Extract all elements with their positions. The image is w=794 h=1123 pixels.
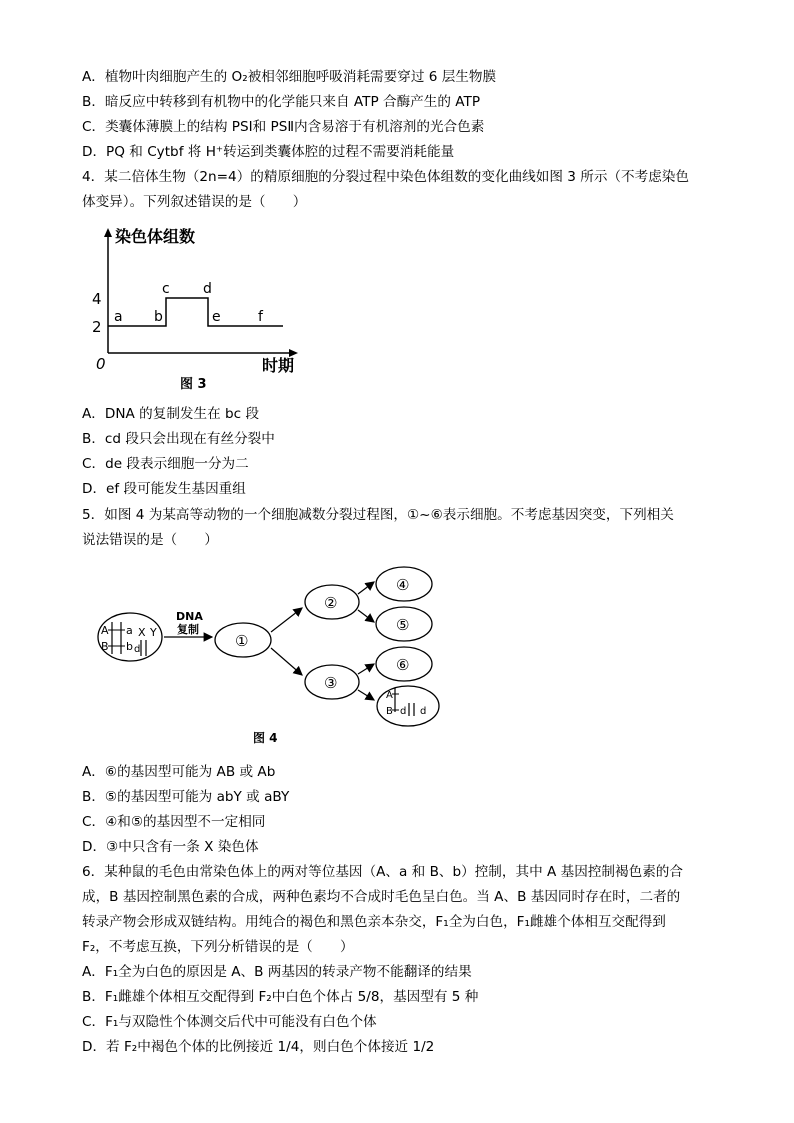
fig3-y-axis-label: 染色体组数 bbox=[115, 227, 196, 246]
fig4-arrow-2-4 bbox=[358, 582, 374, 594]
q6-option-a: A．F₁全为白色的原因是 A、B 两基因的转录产物不能翻译的结果 bbox=[82, 964, 472, 980]
figure-3 bbox=[88, 222, 318, 394]
fig4-arrow-3-last bbox=[358, 690, 374, 700]
fig3-point-e: e bbox=[212, 309, 221, 325]
q5-option-a: A．⑥的基因型可能为 AB 或 Ab bbox=[82, 764, 276, 780]
fig4-cell-2-label: ② bbox=[324, 594, 338, 612]
fig3-origin-label: 0 bbox=[96, 355, 106, 373]
fig4-daughter-gene-B: B bbox=[386, 706, 393, 717]
fig4-arrow-3-6 bbox=[358, 664, 374, 674]
fig4-arrow-1-3 bbox=[271, 648, 302, 675]
fig4-cell-6-label: ⑥ bbox=[396, 656, 410, 674]
figure-4 bbox=[90, 560, 450, 752]
fig4-daughter-gene-d1: d bbox=[400, 706, 407, 717]
q3-option-a: A．植物叶肉细胞产生的 O₂被相邻细胞呼吸消耗需要穿过 6 层生物膜 bbox=[82, 69, 497, 85]
fig4-arrow-2-5 bbox=[358, 610, 374, 622]
q4-option-c: C．de 段表示细胞一分为二 bbox=[82, 456, 249, 472]
fig3-point-c: c bbox=[162, 281, 170, 297]
fig4-gene-b: b bbox=[126, 640, 133, 653]
q4-option-d: D．ef 段可能发生基因重组 bbox=[82, 481, 246, 497]
q3-option-b: B．暗反应中转移到有机物中的化学能只来自 ATP 合酶产生的 ATP bbox=[82, 94, 481, 110]
fig3-ytick-4: 4 bbox=[92, 290, 102, 308]
q6-stem-line4: F₂，不考虑互换，下列分析错误的是（ ） bbox=[82, 939, 354, 955]
fig4-cell-1-label: ① bbox=[235, 632, 249, 650]
fig4-gene-a: a bbox=[126, 624, 133, 637]
fig4-arrow-1-2 bbox=[271, 608, 302, 632]
fig4-caption: 图 4 bbox=[253, 731, 278, 745]
fig3-x-axis-label: 时期 bbox=[262, 356, 295, 375]
q5-option-b: B．⑤的基因型可能为 abY 或 aBY bbox=[82, 789, 290, 805]
q6-stem-line1: 6．某种鼠的毛色由常染色体上的两对等位基因（A、a 和 B、b）控制，其中 A 基因控制褐色素的合 bbox=[82, 864, 683, 880]
q6-option-b: B．F₁雌雄个体相互交配得到 F₂中白色个体占 5/8，基因型有 5 种 bbox=[82, 989, 479, 1005]
q3-option-c: C．类囊体薄膜上的结构 PSⅠ和 PSⅡ内含易溶于有机溶剂的光合色素 bbox=[82, 119, 485, 135]
q5-stem-line2: 说法错误的是（ ） bbox=[82, 532, 218, 548]
q4-option-a: A．DNA 的复制发生在 bc 段 bbox=[82, 406, 260, 422]
q4-option-b: B．cd 段只会出现在有丝分裂中 bbox=[82, 431, 275, 447]
fig4-daughter-gene-A: A bbox=[386, 690, 393, 701]
fig3-point-a: a bbox=[114, 309, 123, 325]
fig4-cell-4-label: ④ bbox=[396, 576, 410, 594]
fig3-point-b: b bbox=[154, 309, 163, 325]
q4-stem-line1: 4．某二倍体生物（2n=4）的精原细胞的分裂过程中染色体组数的变化曲线如图 3 所示（不考虑染色 bbox=[82, 169, 689, 185]
fig4-gene-X: X bbox=[138, 626, 146, 639]
q6-option-c: C．F₁与双隐性个体测交后代中可能没有白色个体 bbox=[82, 1014, 377, 1030]
q5-stem-line1: 5．如图 4 为某高等动物的一个细胞减数分裂过程图，①~⑥表示细胞。不考虑基因突变，下列相关 bbox=[82, 507, 674, 523]
fig4-gene-B: B bbox=[101, 640, 109, 653]
fig3-point-d: d bbox=[203, 281, 212, 297]
q5-option-d: D．③中只含有一条 X 染色体 bbox=[82, 839, 259, 855]
q6-stem-line3: 转录产物会形成双链结构。用纯合的褐色和黑色亲本杂交，F₁全为白色，F₁雌雄个体相互交配得到 bbox=[82, 914, 666, 930]
fig4-arrow-label-copy: 复制 bbox=[177, 623, 199, 636]
fig4-gene-Y: Y bbox=[150, 626, 157, 639]
q3-option-d: D．PQ 和 Cytbf 将 H⁺转运到类囊体腔的过程不需要消耗能量 bbox=[82, 144, 455, 160]
q6-stem-line2: 成，B 基因控制黑色素的合成，两种色素均不合成时毛色呈白色。当 A、B 基因同时存在时，二者的 bbox=[82, 889, 681, 905]
q5-option-c: C．④和⑤的基因型不一定相同 bbox=[82, 814, 266, 830]
fig3-caption: 图 3 bbox=[180, 377, 207, 392]
fig4-cell-3-label: ③ bbox=[324, 674, 338, 692]
fig3-point-f: f bbox=[258, 309, 263, 325]
fig3-curve bbox=[108, 298, 283, 326]
q6-option-d: D．若 F₂中褐色个体的比例接近 1/4，则白色个体接近 1/2 bbox=[82, 1039, 435, 1055]
q4-stem-line2: 体变异）。下列叙述错误的是（ ） bbox=[82, 194, 307, 210]
fig3-y-arrow bbox=[104, 228, 112, 237]
fig4-arrow-label-dna: DNA bbox=[176, 610, 203, 623]
fig4-gene-d: d bbox=[134, 644, 141, 655]
fig4-daughter-gene-d2: d bbox=[420, 706, 427, 717]
fig4-gene-A: A bbox=[101, 624, 109, 637]
fig3-ytick-2: 2 bbox=[92, 318, 102, 336]
fig4-cell-5-label: ⑤ bbox=[396, 616, 410, 634]
